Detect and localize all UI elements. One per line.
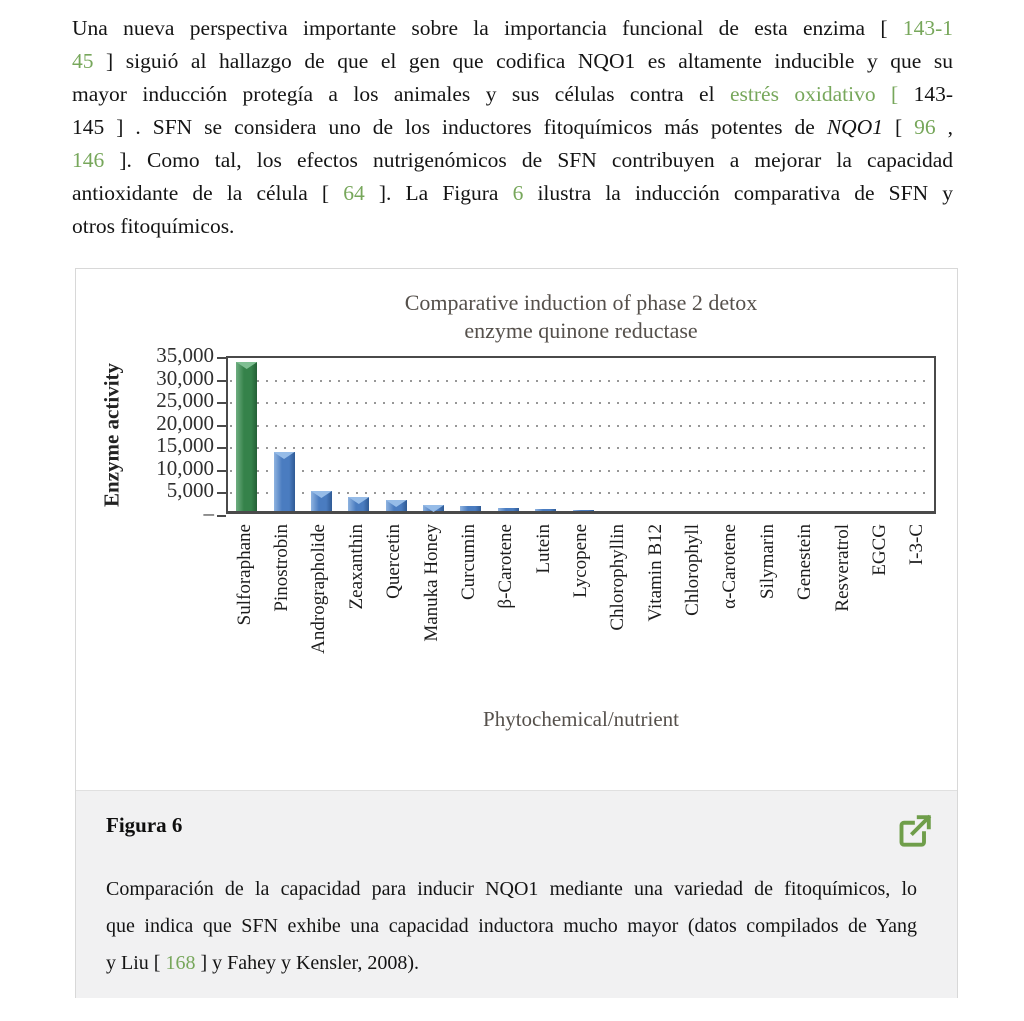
text-segment: NQO1 bbox=[826, 115, 883, 139]
chart-bar bbox=[460, 506, 481, 511]
chart-bar bbox=[236, 362, 257, 511]
y-tick-mark bbox=[217, 357, 226, 359]
figure-chart bbox=[76, 269, 957, 790]
bar-top-bevel bbox=[311, 491, 332, 498]
y-tick-mark bbox=[217, 425, 226, 427]
text-segment: que indica que SFN exhibe una capacidad inductora mucho mayor (datos compilados de Yang bbox=[106, 915, 917, 937]
text-line bbox=[72, 12, 953, 45]
text-line bbox=[72, 177, 953, 210]
chart-title-line2: enzyme quinone reductase bbox=[464, 318, 698, 343]
text-line bbox=[72, 144, 953, 177]
gridline bbox=[230, 470, 932, 472]
chart-bar bbox=[386, 500, 407, 511]
x-axis-label: EGCG bbox=[868, 524, 890, 576]
y-tick-mark bbox=[217, 380, 226, 382]
text-segment: 143- bbox=[898, 82, 954, 106]
gridline bbox=[230, 380, 932, 382]
x-axis-label: Zeaxanthin bbox=[345, 524, 367, 610]
text-segment: y Liu [ bbox=[106, 952, 166, 974]
external-link-icon bbox=[897, 837, 933, 852]
figure-caption-text bbox=[106, 871, 933, 982]
reference-link[interactable]: 96 bbox=[914, 115, 936, 139]
text-line bbox=[72, 78, 953, 111]
text-line bbox=[72, 210, 953, 243]
y-tick-mark bbox=[217, 515, 226, 517]
gridline bbox=[230, 447, 932, 449]
text-segment: antioxidante de la célula [ bbox=[72, 181, 344, 205]
x-axis-label: Lutein bbox=[532, 524, 554, 574]
text-segment: ] siguió al hallazgo de que el gen que codifica NQO1 es altamente inducible y que su bbox=[93, 49, 953, 73]
y-tick-label: 15,000 bbox=[156, 433, 214, 458]
text-segment: ] y Fahey y Kensler, 2008). bbox=[195, 952, 420, 974]
text-segment: Una nueva perspectiva importante sobre la importancia funcional de esta enzima [ bbox=[72, 16, 903, 40]
x-axis-label: Lycopene bbox=[569, 524, 591, 598]
x-axis-label: Andrographolide bbox=[308, 524, 330, 654]
y-tick-mark bbox=[217, 470, 226, 472]
chart-bar bbox=[423, 505, 444, 511]
y-axis-label: Enzyme activity bbox=[99, 362, 124, 508]
text-line bbox=[72, 111, 953, 144]
x-axis-label: Genestein bbox=[794, 524, 816, 600]
y-tick-label: 5,000 bbox=[166, 478, 214, 503]
x-axis-label: Sulforaphane bbox=[233, 524, 255, 626]
chart-bar bbox=[274, 452, 295, 511]
x-axis-label: Quercetin bbox=[383, 524, 405, 599]
y-tick-mark bbox=[217, 402, 226, 404]
text-segment: ilustra la inducción comparativa de SFN y bbox=[523, 181, 953, 205]
bar-top-bevel bbox=[274, 452, 295, 459]
gridline bbox=[230, 425, 932, 427]
chart-bar bbox=[573, 510, 594, 511]
reference-link[interactable]: estrés oxidativo [ bbox=[730, 82, 899, 106]
y-tick-label: 30,000 bbox=[156, 365, 214, 390]
x-axis-label: I-3-C bbox=[906, 524, 928, 566]
text-segment: ]. La Figura bbox=[364, 181, 513, 205]
x-axis-label: β-Carotene bbox=[495, 524, 517, 609]
body-paragraph bbox=[72, 12, 953, 243]
y-tick-label: 25,000 bbox=[156, 388, 214, 413]
bar-top-bevel bbox=[386, 500, 407, 507]
x-axis-label: Chlorophyll bbox=[682, 524, 704, 616]
text-segment: 145 ] . SFN se considera uno de los inductores fitoquímicos más potentes de bbox=[72, 115, 827, 139]
figure-caption-section bbox=[76, 790, 957, 998]
y-tick-mark bbox=[217, 492, 226, 494]
caption-header bbox=[106, 813, 933, 849]
y-tick-label: 20,000 bbox=[156, 410, 214, 435]
gridline bbox=[230, 402, 932, 404]
text-segment: , bbox=[935, 115, 953, 139]
text-line bbox=[106, 908, 917, 945]
x-axis-label: Resveratrol bbox=[831, 524, 853, 612]
bar-top-bevel bbox=[236, 362, 257, 369]
reference-link[interactable]: 64 bbox=[343, 181, 365, 205]
text-line bbox=[106, 945, 917, 982]
x-axis-label: Chlorophyllin bbox=[607, 524, 629, 631]
text-segment: ]. Como tal, los efectos nutrigenómicos de SFN contribuyen a mejorar la capacidad bbox=[104, 148, 953, 172]
chart-bar bbox=[498, 508, 519, 511]
reference-link[interactable]: 143-1 bbox=[902, 16, 953, 40]
x-axis-title: Phytochemical/nutrient bbox=[483, 707, 679, 731]
x-axis-label: Silymarin bbox=[756, 524, 778, 599]
reference-link[interactable]: 6 bbox=[512, 181, 524, 205]
bar-top-bevel bbox=[423, 505, 444, 512]
y-tick-label: 35,000 bbox=[156, 343, 214, 367]
x-axis-label: α-Carotene bbox=[719, 524, 741, 609]
plot-area bbox=[226, 356, 936, 514]
chart-title bbox=[226, 289, 936, 345]
x-axis-label: Pinostrobin bbox=[271, 524, 293, 612]
figure-6-container bbox=[75, 268, 958, 998]
chart-bar bbox=[535, 509, 556, 511]
text-segment: mayor inducción protegía a los animales y sus células contra el bbox=[72, 82, 730, 106]
x-axis-label: Manuka Honey bbox=[420, 524, 442, 642]
chart-bar bbox=[311, 491, 332, 511]
text-segment: Comparación de la capacidad para inducir NQO1 mediante una variedad de fitoquímicos, lo bbox=[106, 878, 917, 900]
reference-link[interactable]: 146 bbox=[72, 148, 105, 172]
expand-figure-button[interactable] bbox=[897, 813, 933, 849]
text-line bbox=[72, 45, 953, 78]
x-axis-label: Curcumin bbox=[457, 524, 479, 600]
y-tick-label: – bbox=[203, 501, 214, 525]
text-segment: otros fitoquímicos. bbox=[72, 214, 235, 238]
chart-title-line1: Comparative induction of phase 2 detox bbox=[404, 290, 758, 315]
y-tick-mark bbox=[217, 447, 226, 449]
bar-top-bevel bbox=[348, 497, 369, 504]
figure-heading: Figura 6 bbox=[106, 813, 183, 837]
text-segment: [ bbox=[882, 115, 915, 139]
x-axis-label: Vitamin B12 bbox=[644, 524, 666, 622]
reference-link[interactable]: 45 bbox=[72, 49, 94, 73]
chart-bar bbox=[348, 497, 369, 511]
reference-link[interactable]: 168 bbox=[165, 952, 196, 974]
y-tick-label: 10,000 bbox=[156, 455, 214, 480]
gridline bbox=[230, 492, 932, 494]
text-line bbox=[106, 871, 917, 908]
